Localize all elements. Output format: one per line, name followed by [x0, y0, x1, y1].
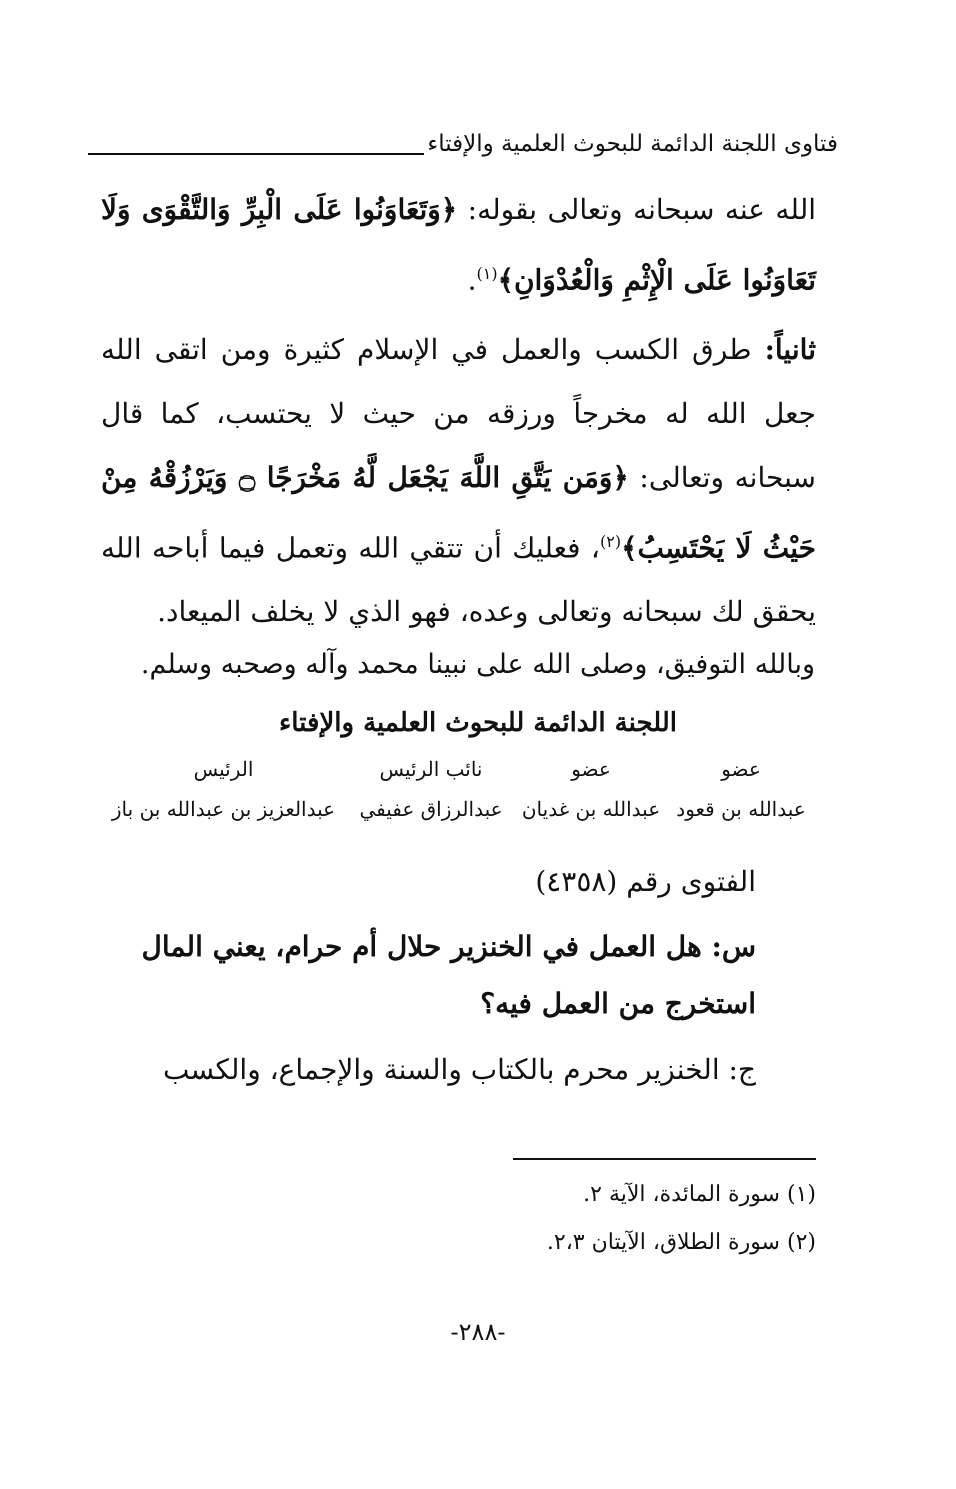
role-member-1: عضو — [721, 757, 761, 781]
second-point-lead: ثانياً: — [764, 333, 816, 366]
signature-names-row — [101, 797, 816, 821]
running-header: فتاوى اللجنة الدائمة للبحوث العلمية والإفتاء — [427, 131, 838, 157]
question-line-2: استخرج من العمل فيه؟ — [480, 987, 756, 1020]
footnote-ref-2: (٢) — [599, 532, 622, 551]
footnote-2: (٢) سورة الطلاق، الآيتان ٢،٣. — [546, 1230, 816, 1255]
footnote-1: (١) سورة المائدة، الآية ٢. — [583, 1182, 816, 1207]
paragraph-text: طرق الكسب والعمل في الإسلام كثيرة ومن اتقى الله جعل الله له مخرجاً ورزقه من حيث لا يحتسب، كما قال سبحانه وتعالى: — [101, 333, 816, 494]
committee-title: اللجنة الدائمة للبحوث العلمية والإفتاء — [279, 708, 677, 738]
fatwa-number: الفتوى رقم (٤٣٥٨) — [535, 865, 756, 898]
role-president: الرئيس — [193, 757, 254, 781]
name-president: عبدالعزيز بن عبدالله بن باز — [111, 797, 336, 821]
paragraph-tail: ، فعليك أن تتقي الله وتعمل فيما أباحه الله يحقق لك سبحانه وتعالى وعده، فهو الذي لا يخلف الميعاد. — [101, 531, 816, 629]
role-vice-president: نائب الرئيس — [379, 757, 483, 781]
name-member-2: عبدالله بن غديان — [521, 797, 661, 821]
quran-verse: ﴿وَمَن يَتَّقِ اللَّهَ يَجْعَل لَّهُ مَخْرَجًا ۝ وَيَرْزُقْهُ مِنْ حَيْثُ لَا يَحْتَسِبُ﴾ — [101, 461, 816, 565]
quran-verse: ﴿وَتَعَاوَنُوا عَلَى الْبِرِّ وَالتَّقْوَى وَلَا تَعَاوَنُوا عَلَى الْإِثْمِ وَالْعُدْوَانِ﴾ — [101, 193, 816, 297]
closing-line: وبالله التوفيق، وصلى الله على نبينا محمد وآله وصحبه وسلم. — [140, 649, 816, 680]
signature-roles-row — [101, 757, 816, 781]
footnote-ref-1: (١) — [476, 264, 498, 283]
paragraph-second-point — [101, 318, 816, 644]
paragraph-end: . — [467, 263, 477, 297]
footnote-rule — [513, 1158, 816, 1160]
name-vice-president: عبدالرزاق عفيفي — [359, 797, 503, 821]
name-member-1: عبدالله بن قعود — [676, 797, 806, 821]
paragraph-text: الله عنه سبحانه وتعالى بقوله: — [457, 193, 816, 226]
paragraph-verse-cooperation — [101, 178, 816, 312]
answer-start: ج: الخنزير محرم بالكتاب والسنة والإجماع، والكسب — [162, 1053, 756, 1086]
question-line-1: س: هل العمل في الخنزير حلال أم حرام، يعني المال — [141, 930, 756, 963]
header-rule — [88, 153, 424, 155]
page-number: -٢٨٨- — [450, 1318, 506, 1346]
role-member-2: عضو — [571, 757, 611, 781]
